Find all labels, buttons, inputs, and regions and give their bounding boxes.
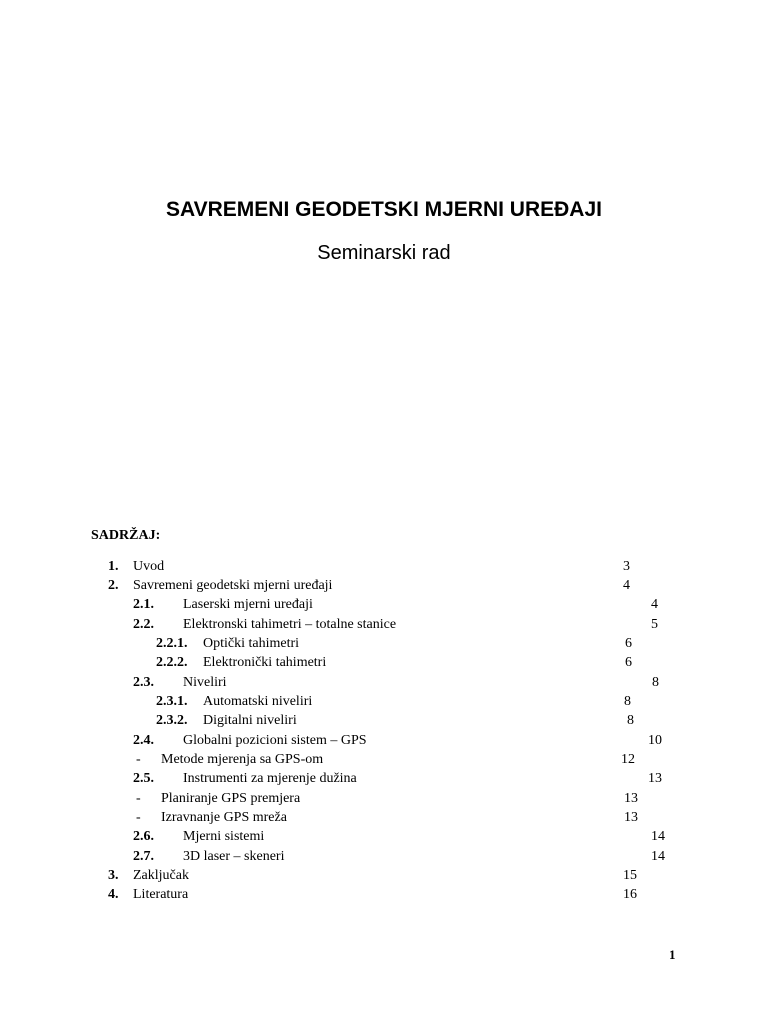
toc-entry-page: 6 <box>625 636 632 651</box>
toc-entry-page: 13 <box>624 810 638 825</box>
toc-entry-page: 8 <box>624 694 631 709</box>
toc-entry-label: 3D laser – skeneri <box>183 849 285 864</box>
toc-entry-number: 2.5. <box>133 771 154 786</box>
toc-entry-number: 3. <box>108 868 119 883</box>
toc-entry-label: Automatski niveliri <box>203 694 313 709</box>
toc-entry <box>0 866 768 885</box>
page-number: 1 <box>669 947 676 962</box>
toc-entry-number: 2.2. <box>133 617 154 632</box>
toc-entry-label: Savremeni geodetski mjerni uređaji <box>133 578 333 593</box>
toc-entry-label: Elektronski tahimetri – totalne stanice <box>183 617 397 632</box>
toc-entry-page: 14 <box>651 829 665 844</box>
toc-entry <box>0 847 768 866</box>
toc-heading: SADRŽAJ: <box>91 528 161 543</box>
toc-entry-number: 2.3. <box>133 675 154 690</box>
toc-entry-page: 4 <box>623 578 630 593</box>
toc-entry-label: Uvod <box>133 559 165 574</box>
toc-entry-label: Planiranje GPS premjera <box>161 791 301 806</box>
toc-entry <box>0 885 768 904</box>
document-title: SAVREMENI GEODETSKI MJERNI UREĐAJI <box>165 198 602 221</box>
toc-entry <box>0 653 768 672</box>
toc-entry-number: 1. <box>108 559 119 574</box>
toc-entry-label: Niveliri <box>183 675 227 690</box>
toc-entry <box>0 634 768 653</box>
toc-entry-label: Zaključak <box>133 868 189 883</box>
toc-entry-number: 2. <box>108 578 119 593</box>
toc-entry-page: 8 <box>652 675 659 690</box>
toc-entry-label: Globalni pozicioni sistem – GPS <box>183 733 367 748</box>
toc-entry <box>0 595 768 614</box>
toc-entry-bullet: - <box>136 810 141 825</box>
toc-entry <box>0 673 768 692</box>
toc-entry-bullet: - <box>136 791 141 806</box>
toc-entry-label: Literatura <box>133 887 189 902</box>
toc-entry-page: 6 <box>625 655 632 670</box>
toc-entry-bullet: - <box>136 752 141 767</box>
toc-entry-page: 13 <box>648 771 662 786</box>
toc-entry-page: 4 <box>651 597 658 612</box>
toc-entry-page: 14 <box>651 849 665 864</box>
toc-entry <box>0 615 768 634</box>
toc-entry-page: 10 <box>648 733 662 748</box>
toc-entry-number: 2.3.1. <box>156 694 188 709</box>
toc-entry-page: 15 <box>623 868 637 883</box>
toc-entry <box>0 827 768 846</box>
toc-entry-number: 2.2.1. <box>156 636 188 651</box>
toc-entry <box>0 692 768 711</box>
toc-entry-label: Mjerni sistemi <box>183 829 265 844</box>
toc-entry-page: 12 <box>621 752 635 767</box>
toc-entry-number: 2.7. <box>133 849 154 864</box>
toc-entry-label: Laserski mjerni uređaji <box>183 597 313 612</box>
toc-entry <box>0 576 768 595</box>
toc-entry <box>0 789 768 808</box>
toc-entry-page: 16 <box>623 887 637 902</box>
toc-entry-page: 8 <box>627 713 634 728</box>
toc-entry-label: Elektronički tahimetri <box>203 655 327 670</box>
toc-entry <box>0 711 768 730</box>
toc-entry-label: Optički tahimetri <box>203 636 300 651</box>
toc-entry-page: 3 <box>623 559 630 574</box>
toc-entry-page: 5 <box>651 617 658 632</box>
toc-entry <box>0 808 768 827</box>
toc-entry <box>0 731 768 750</box>
toc-entry <box>0 557 768 576</box>
toc-entry-number: 2.4. <box>133 733 154 748</box>
toc-entry-number: 2.6. <box>133 829 154 844</box>
toc-entry-number: 2.3.2. <box>156 713 188 728</box>
document-subtitle: Seminarski rad <box>317 242 451 264</box>
toc-entry-label: Instrumenti za mjerenje dužina <box>183 771 357 786</box>
toc-entry-number: 2.1. <box>133 597 154 612</box>
toc-entry-label: Metode mjerenja sa GPS-om <box>161 752 324 767</box>
toc-entry-label: Izravnanje GPS mreža <box>161 810 287 825</box>
toc-entry <box>0 750 768 769</box>
toc-entry-page: 13 <box>624 791 638 806</box>
toc-entry-label: Digitalni niveliri <box>203 713 297 728</box>
toc-entry-number: 4. <box>108 887 119 902</box>
toc-entry <box>0 769 768 788</box>
toc-entry-number: 2.2.2. <box>156 655 188 670</box>
